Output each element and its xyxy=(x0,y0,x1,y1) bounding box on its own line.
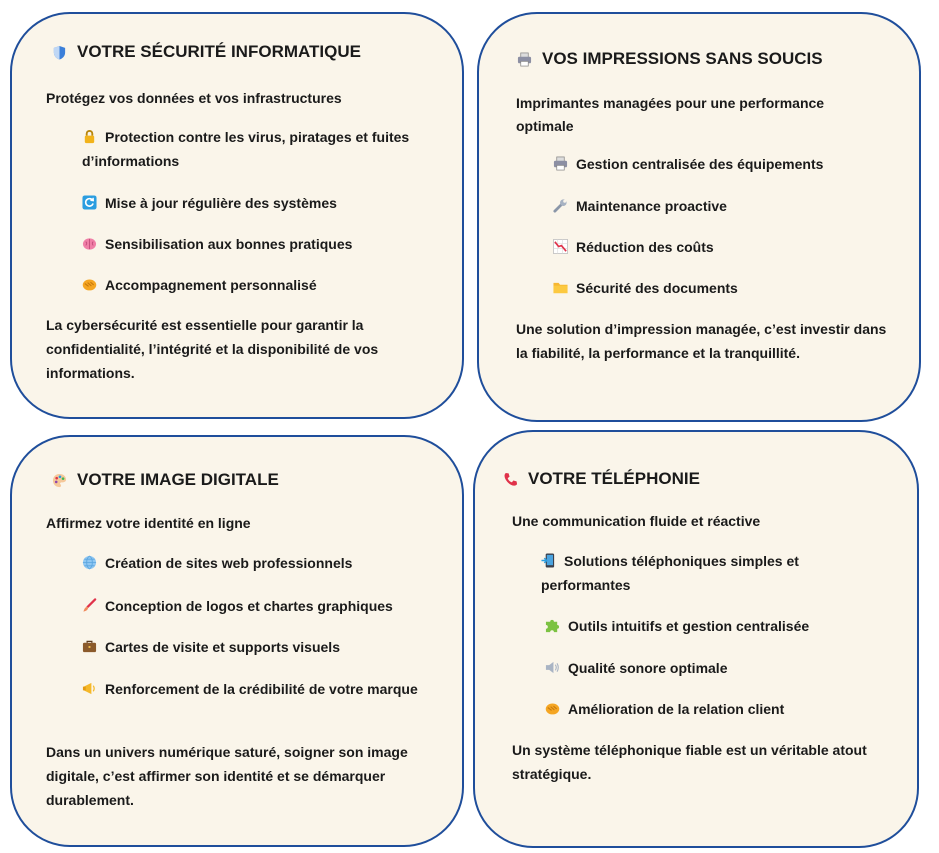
wrench-icon xyxy=(553,198,568,213)
card-image-digitale xyxy=(10,435,464,847)
list-item: Amélioration de la relation client xyxy=(545,697,875,721)
card-securite-title xyxy=(52,42,361,62)
brush-icon xyxy=(82,598,97,613)
card-impressions xyxy=(477,12,921,422)
list-item: Solutions téléphoniques simples et performantes xyxy=(541,553,799,593)
folder-icon xyxy=(553,280,568,295)
list-item: Sécurité des documents xyxy=(553,276,893,300)
phone-icon xyxy=(503,472,518,487)
chart-down-icon xyxy=(553,239,568,254)
card-conclusion: Dans un univers numérique saturé, soigner son image digitale, c’est affirmer son identité et se démarquer durablement. xyxy=(46,744,408,808)
list-item: Création de sites web professionnels xyxy=(82,551,422,575)
card-securite xyxy=(10,12,464,419)
card-title-text: VOTRE SÉCURITÉ INFORMATIQUE xyxy=(77,42,361,61)
card-title-text: VOTRE TÉLÉPHONIE xyxy=(528,469,700,488)
brain-icon xyxy=(82,236,97,251)
printer-icon xyxy=(517,52,532,67)
list-item: Mise à jour régulière des systèmes xyxy=(82,191,422,215)
list-item: Sensibilisation aux bonnes pratiques xyxy=(82,232,422,256)
briefcase-icon xyxy=(82,639,97,654)
list-item: Protection contre les virus, piratages et fuites d’informations xyxy=(82,129,410,169)
card-telephonie xyxy=(473,430,919,848)
card-subtitle: Imprimantes managées pour une performance optimale xyxy=(516,95,825,134)
card-conclusion: Une solution d’impression managée, c’est investir dans la fiabilité, la performance et la tranquillité. xyxy=(516,321,887,361)
list-item: Gestion centralisée des équipements xyxy=(553,152,893,176)
list-item: Outils intuitifs et gestion centralisée xyxy=(545,614,875,638)
puzzle-icon xyxy=(545,618,560,633)
printer-icon xyxy=(553,156,568,171)
palette-icon xyxy=(52,473,67,488)
speaker-icon xyxy=(545,660,560,675)
card-subtitle: Une communication fluide et réactive xyxy=(512,513,761,529)
lock-icon xyxy=(82,129,97,144)
megaphone-icon xyxy=(82,681,97,696)
card-impressions-title xyxy=(517,49,823,69)
card-title-text: VOTRE IMAGE DIGITALE xyxy=(77,470,279,489)
handshake-icon xyxy=(82,277,97,292)
handshake-icon xyxy=(545,701,560,716)
card-title-text: VOS IMPRESSIONS SANS SOUCIS xyxy=(542,49,823,68)
list-item: Cartes de visite et supports visuels xyxy=(82,635,422,659)
list-item: Conception de logos et chartes graphiques xyxy=(82,594,422,618)
globe-icon xyxy=(82,555,97,570)
card-conclusion: Un système téléphonique fiable est un véritable atout stratégique. xyxy=(512,742,867,782)
list-item: Renforcement de la crédibilité de votre marque xyxy=(82,677,422,701)
card-conclusion: La cybersécurité est essentielle pour garantir la confidentialité, l’intégrité et la disponibilité de vos informations. xyxy=(46,317,379,381)
list-item: Maintenance proactive xyxy=(553,194,893,218)
list-item: Accompagnement personnalisé xyxy=(82,273,422,297)
mobile-arrow-icon xyxy=(541,553,556,568)
refresh-icon xyxy=(82,195,97,210)
list-item: Qualité sonore optimale xyxy=(545,656,875,680)
list-item: Réduction des coûts xyxy=(553,235,893,259)
card-subtitle: Protégez vos données et vos infrastructures xyxy=(46,90,342,106)
shield-icon xyxy=(52,45,67,60)
card-image-digitale-title xyxy=(52,470,279,490)
card-telephonie-title xyxy=(503,469,700,489)
card-subtitle: Affirmez votre identité en ligne xyxy=(46,515,251,531)
